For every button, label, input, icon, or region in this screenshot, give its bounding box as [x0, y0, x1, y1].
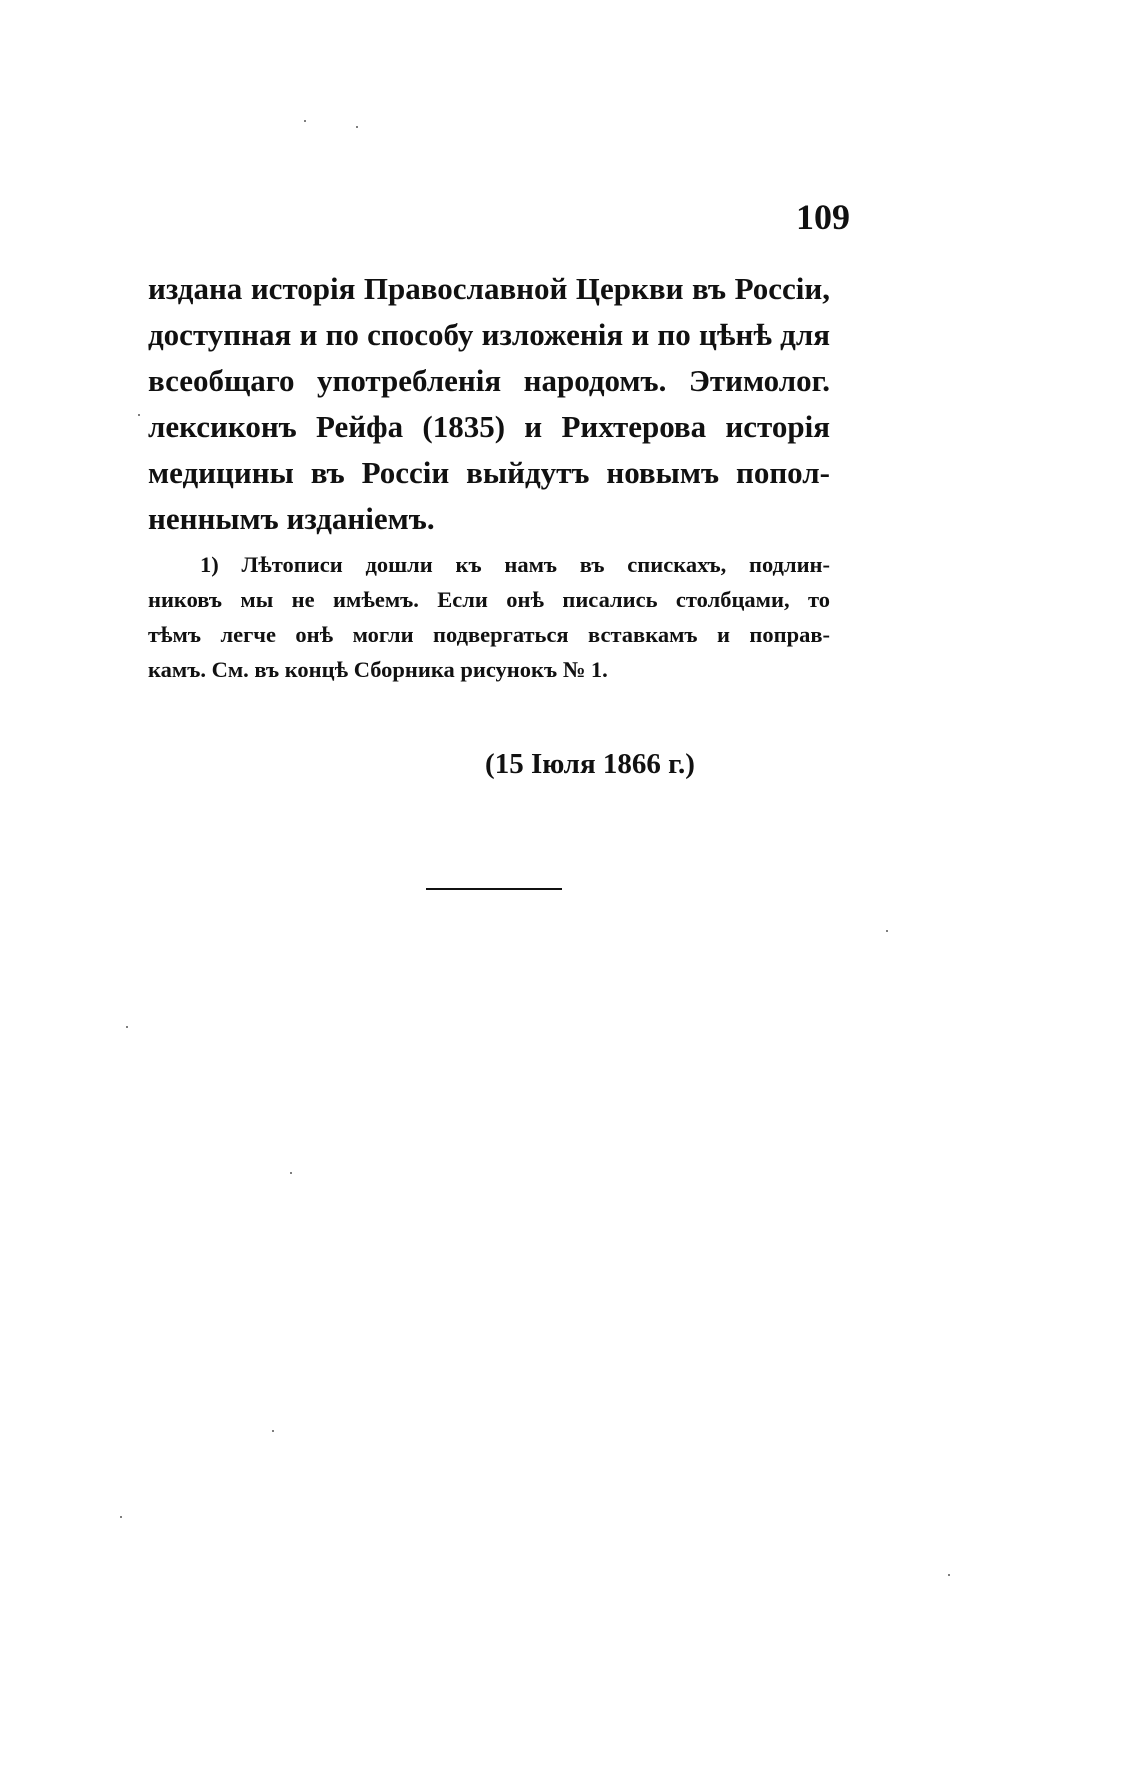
- scan-speck: [126, 1026, 128, 1028]
- body-line: доступная и по способу изложенія и по цѣнѣ для: [148, 317, 830, 352]
- footnote-line: тѣмъ легче онѣ могли подвергаться вставкамъ и поправ-: [148, 622, 830, 647]
- scan-speck: [120, 1516, 122, 1518]
- scan-speck: [272, 1430, 274, 1432]
- footnote: [148, 547, 830, 687]
- body-line: медицины въ Россіи выйдутъ новымъ попол-: [148, 455, 830, 490]
- scan-speck: [290, 1172, 292, 1174]
- scan-speck: [886, 930, 888, 932]
- body-line: неннымъ изданіемъ.: [148, 501, 435, 536]
- scan-speck: [138, 414, 140, 416]
- footnote-line: 1) Лѣтописи дошли къ намъ въ спискахъ, подлин-: [200, 552, 830, 577]
- footnote-line: камъ. См. въ концѣ Сборника рисунокъ № 1.: [148, 657, 608, 682]
- page-number: 109: [796, 197, 850, 237]
- scan-speck: [356, 126, 358, 128]
- scan-speck: [948, 1574, 950, 1576]
- body-line: издана исторія Православной Церкви въ Россіи,: [148, 271, 830, 306]
- scan-speck: [304, 120, 306, 122]
- body-line: лексиконъ Рейфа (1835) и Рихтерова исторія: [148, 409, 830, 444]
- body-text: [148, 266, 830, 542]
- footnote-line: никовъ мы не имѣемъ. Если онѣ писались столбцами, то: [148, 587, 830, 612]
- section-divider: [426, 888, 562, 890]
- date-line: (15 Іюля 1866 г.): [485, 748, 695, 780]
- body-line: всеобщаго употребленія народомъ. Этимолог.: [148, 363, 830, 398]
